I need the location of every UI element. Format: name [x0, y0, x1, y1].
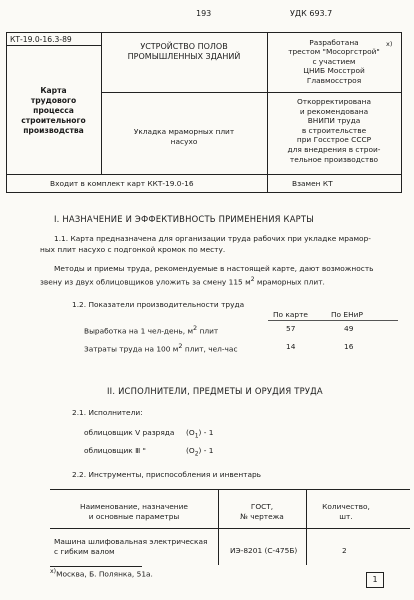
title-block-divider [6, 174, 402, 175]
developer-footnote-mark: х) [386, 40, 393, 48]
correction-line: при Госстрое СССР [296, 135, 372, 145]
correction-line: и рекомендована [299, 106, 369, 116]
tools-col-gost: ГОСТ, № чертежа [240, 502, 284, 521]
title-block-divider [101, 92, 401, 93]
tools-table-rule [306, 489, 307, 565]
paragraph-line: Методы и приемы труда, рекомендуемые в настоящей карте, дают возможность [54, 264, 374, 273]
indicator-value-enir: 49 [344, 324, 354, 333]
section-1-heading: I. НАЗНАЧЕНИЕ И ЭФФЕКТИВНОСТЬ ПРИМЕНЕНИЯ КАРТЫ [54, 214, 314, 224]
title-block-border [6, 192, 402, 193]
developer-line: трестом "Мосоргстрой" [288, 47, 380, 57]
card-title [101, 42, 267, 62]
correction-line: Откорректирована [296, 97, 372, 106]
tools-table-rule [50, 528, 410, 529]
footnote-mark: х) [50, 568, 57, 575]
superscript: 2 [250, 275, 255, 283]
developer-info [269, 38, 399, 85]
column-by-enir: По ЕНиР [331, 310, 363, 319]
tools-row-qty: 2 [342, 546, 347, 555]
paragraph-1-1 [40, 234, 371, 255]
card-type-line: трудового [30, 96, 77, 105]
indicator-value-enir: 16 [344, 342, 354, 351]
section-2-heading: II. ИСПОЛНИТЕЛИ, ПРЕДМЕТЫ И ОРУДИЯ ТРУДА [107, 386, 323, 396]
developer-line: с участием [312, 56, 356, 66]
card-title-line: УСТРОЙСТВО ПОЛОВ [140, 42, 228, 51]
title-block-border [6, 32, 402, 33]
title-block-border [401, 32, 402, 192]
card-subtitle-line: насухо [170, 137, 198, 146]
executor-label: облицовщик Ⅴ разряда [84, 428, 175, 437]
correction-line: для внедрения в строи- [287, 144, 381, 154]
sheet-number: 1 [366, 572, 384, 588]
paragraph-line: 1.1. Карта предназначена для организации труда рабочих при укладке мрамор- [54, 234, 371, 243]
title-block-divider [267, 32, 268, 174]
card-subtitle [101, 127, 267, 147]
correction-line: в строительстве [301, 125, 367, 135]
card-type [6, 86, 101, 136]
tools-col-qty: Количество, шт. [322, 502, 370, 521]
card-code: КТ-19.0-16.3-89 [10, 35, 72, 44]
correction-info [269, 97, 399, 164]
tools-row-gost: ИЭ-8201 (С-475Б) [230, 546, 298, 555]
replaces-reference: Взамен КТ [292, 179, 333, 188]
developer-line: Главмосстроя [306, 75, 362, 85]
page-number: 193 [196, 9, 212, 18]
paragraph-line: звену из двух облицовщиков уложить за смену 115 $м^2$ мраморных плит. [40, 275, 325, 286]
card-title-line: ПРОМЫШЛЕННЫХ ЗДАНИЙ [127, 52, 241, 61]
developer-line: Разработана [309, 38, 359, 47]
footnote-rule [50, 566, 142, 567]
card-subtitle-line: Укладка мраморных плит [133, 127, 235, 136]
paragraph-line: ных плит насухо с подгонкой кромок по месту. [40, 244, 226, 254]
footnote [50, 568, 153, 578]
indicator-value-card: 14 [286, 342, 296, 351]
card-type-line: строительного [21, 116, 86, 125]
paragraph-methods [40, 264, 374, 287]
indicators-header-rule [268, 320, 398, 321]
developer-line: ЦНИБ Мосстрой [303, 66, 365, 76]
executor-formula: $(О_2) - 1$ [186, 446, 214, 458]
kit-reference: Входит в комплект карт ККТ-19.0-16 [50, 179, 194, 188]
correction-line: ВНИПИ труда [307, 116, 361, 126]
executor-formula: $(О_1) - 1$ [186, 428, 214, 440]
tools-table-rule [50, 489, 410, 490]
executors-heading: 2.1. Исполнители: [72, 408, 143, 417]
correction-line: тельное производство [289, 154, 379, 164]
card-type-line: производства [23, 126, 84, 135]
footnote-text: Москва, Б. Полянка, 51а. [56, 569, 153, 579]
title-block-divider [267, 174, 268, 192]
tools-heading: 2.2. Инструменты, приспособления и инвентарь [72, 470, 262, 479]
indicators-heading: 1.2. Показатели производительности труда [72, 300, 245, 309]
indicator-label: Затраты труда на 100 $м^2$ плит, чел-час [84, 342, 238, 354]
card-type-line: процесса [33, 106, 74, 115]
indicator-label: Выработка на 1 чел-день, $м^2$ плит [84, 324, 219, 336]
title-block-divider [6, 45, 101, 46]
indicator-value-card: 57 [286, 324, 296, 333]
tools-table-rule [218, 489, 219, 565]
tools-row-name: Машина шлифовальная электрическая с гибким валом [54, 537, 208, 556]
udk-code: УДК 693.7 [290, 9, 333, 18]
executor-label: облицовщик Ⅲ " [84, 446, 146, 455]
card-type-line: Карта [40, 86, 67, 95]
column-by-card: По карте [273, 310, 308, 319]
tools-col-name: Наименование, назначение и основные параметры [80, 502, 188, 521]
